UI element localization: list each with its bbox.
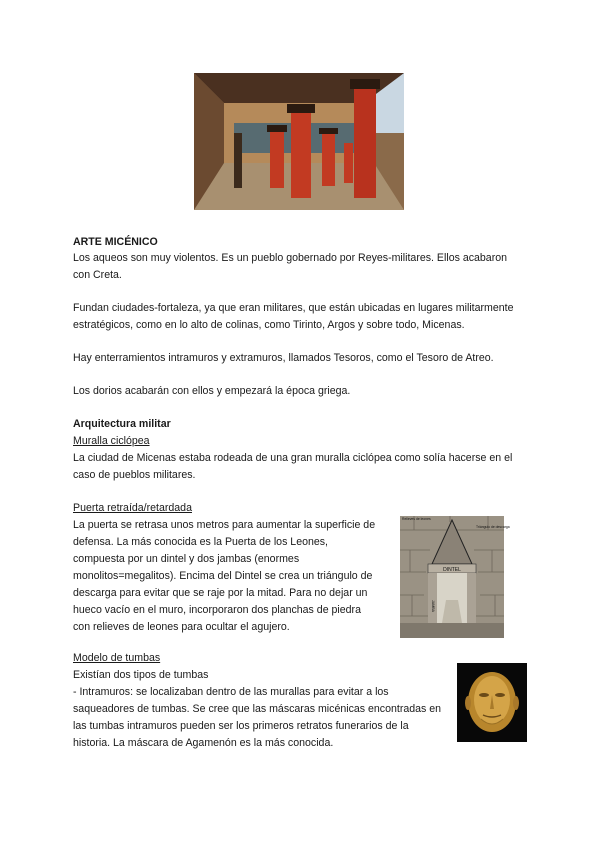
subsection-title-military: Arquitectura militar [73,418,171,430]
section-heading: ARTE MICÉNICO [73,236,158,248]
lintel-label: DINTEL [443,567,461,573]
paragraph-dorians: Los dorios acabarán con ellos y empezará la época griega. [73,385,351,397]
paragraph-intro: Los aqueos son muy violentos. Es un pueblo gobernado por Reyes-militares. Ellos acabaron con Creta. [73,252,508,281]
paragraph-cities: Fundan ciudades-fortaleza, ya que eran militares, que están ubicadas en lugares militarmente estratégicos, como en lo alto de colinas, como Tirinto, Argos y sobre todo, Micenas. [73,302,514,331]
jamb-label: JAMBA [431,600,435,612]
lion-gate-image [400,510,510,638]
topic-title-gate: Puerta retraída/retardada [73,502,192,514]
topic-title-tombs: Modelo de tumbas [73,652,161,664]
palace-columns-image [194,73,404,210]
lion-gate-illustration [400,510,510,638]
paragraph-wall: La ciudad de Micenas estaba rodeada de una gran muralla ciclópea como solía hacerse en el caso de pueblos militares. [73,452,513,481]
relief-triangle-label: Triángulo de descarga [476,525,510,529]
agamemnon-mask-image [457,663,527,742]
paragraph-tombs: - Intramuros: se localizaban dentro de las murallas para evitar a los saqueadores de tumbas. Se cree que las máscaras micénicas encontradas en las tumbas intramuros pueden ser los primeros retratos funerarios de la historia. La máscara de Agamenón es la más conocida. [73,686,442,749]
palace-illustration [194,73,404,210]
tombs-intro: Existían dos tipos de tumbas [73,669,209,681]
paragraph-gate: La puerta se retrasa unos metros para aumentar la superficie de defensa. La más conocida es la Puerta de los Leones, compuesta por un dintel y dos jambas (enormes monolitos=megalitos). Encima del Dintel se crea un triángulo de descarga para evitar que se raje por la mitad. Para no dejar un hueco vacío en el muro, incorporaron dos planchas de piedra con relieves de leones para ocultar el agujero. [73,519,376,633]
lion-reliefs-label: Relieves de leones [402,517,431,521]
topic-title-wall: Muralla ciclópea [73,435,150,447]
paragraph-burials: Hay enterramientos intramuros y extramuros, llamados Tesoros, como el Tesoro de Atreo. [73,352,494,364]
mask-illustration [457,663,527,742]
